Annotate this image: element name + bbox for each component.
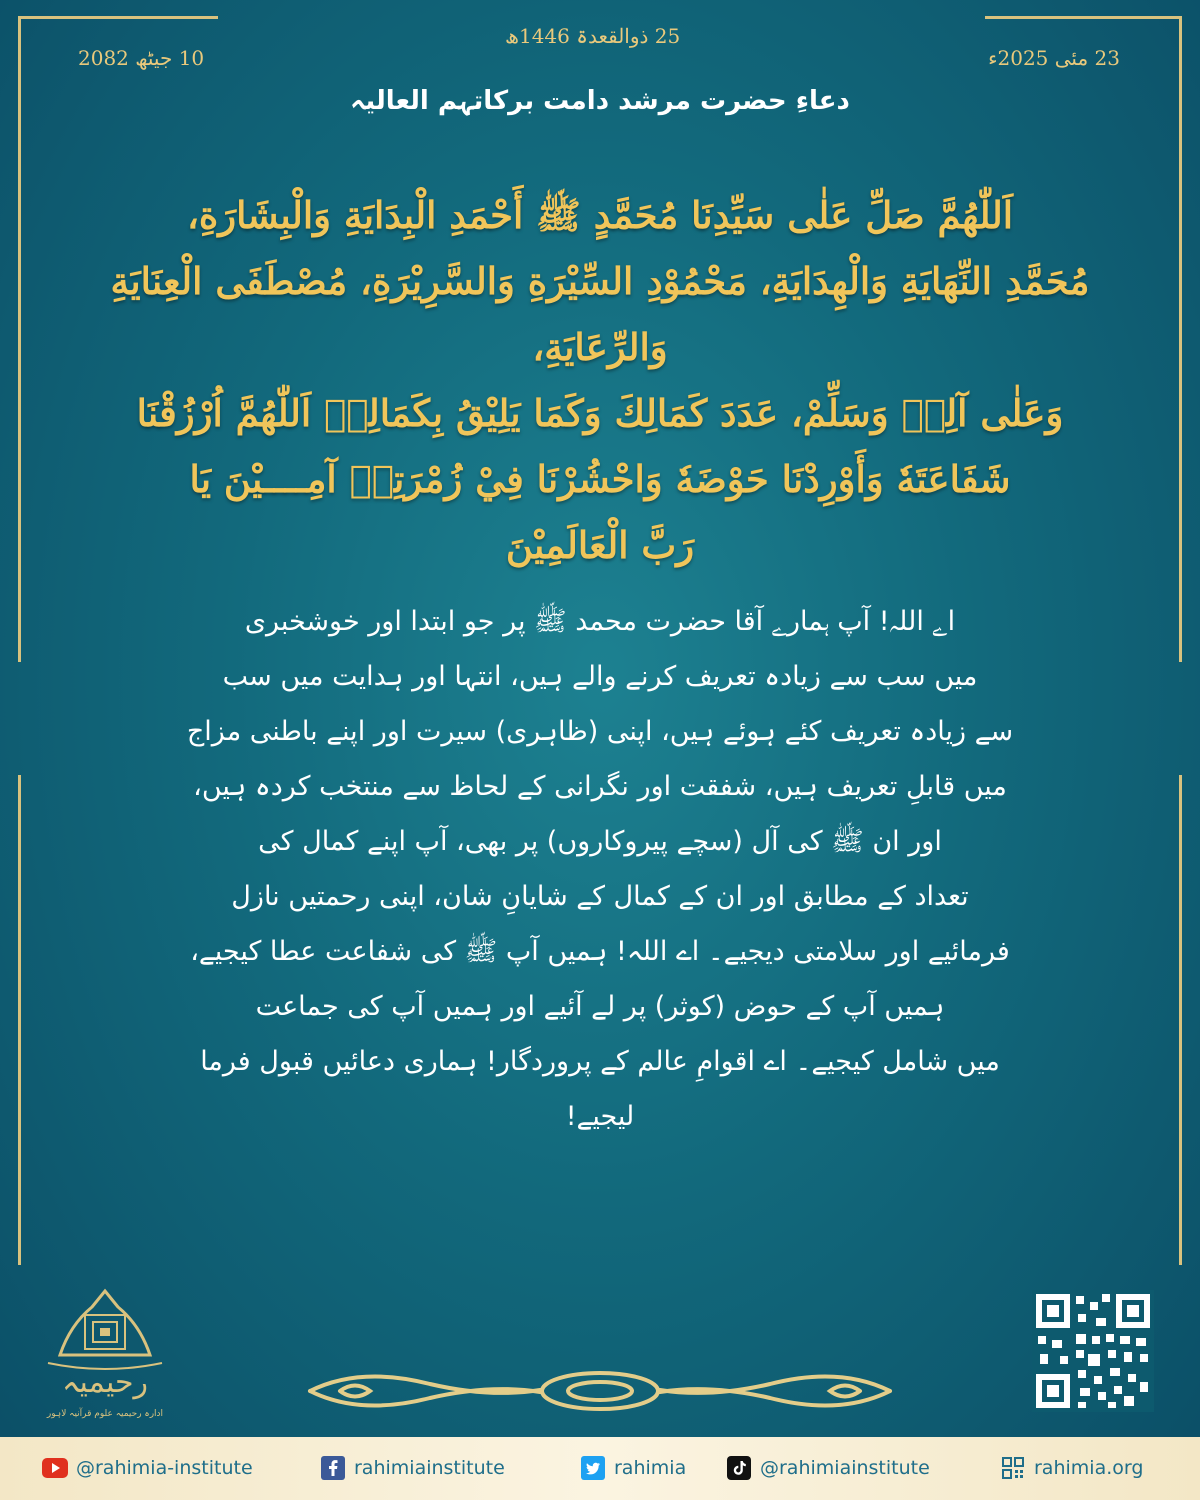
logo-subtext: ادارہ رحیمیہ علوم قرآنیہ لاہور — [46, 1409, 164, 1419]
arabic-line: مُحَمَّدِ النِّهَايَةِ وَالْهِدَايَةِ، مَحْمُوْدِ السِّيْرَةِ وَالسَّرِيْرَةِ، مُصْطَفَى الْعِنَايَةِ وَالرِّعَايَةِ، — [110, 259, 1090, 369]
urdu-translation — [130, 594, 1070, 1144]
frame-left-lower — [18, 775, 21, 1265]
urdu-line: اے اللہ! آپ ہمارے آقا حضرت محمد ﷺ پر جو ابتدا اور خوشخبری — [244, 606, 956, 637]
web-qr-icon — [1000, 1455, 1026, 1481]
arabic-line: اَللّٰهُمَّ صَلِّ عَلٰى سَيِّدِنَا مُحَمَّدٍ ﷺ أَحْمَدِ الْبِدَايَةِ وَالْبِشَارَةِ، — [186, 193, 1014, 237]
urdu-line: سے زیادہ تعریف کئے ہوئے ہیں، اپنی (ظاہری) سیرت اور اپنے باطنی مزاج — [186, 716, 1014, 747]
qr-code[interactable] — [1032, 1290, 1154, 1412]
frame-right-lower — [1179, 775, 1182, 1265]
facebook-link[interactable] — [320, 1455, 505, 1481]
twitter-link[interactable] — [580, 1455, 686, 1481]
arabic-dua — [80, 182, 1120, 578]
urdu-line: اور ان ﷺ کی آل (سچے پیروکاروں) پر بھی، آپ اپنے کمال کی — [258, 826, 942, 857]
twitter-icon — [580, 1455, 606, 1481]
facebook-handle: rahimiainstitute — [354, 1457, 505, 1479]
urdu-line: تعداد کے مطابق اور ان کے کمال کے شایانِ شان، اپنی رحمتیں نازل — [231, 881, 969, 912]
youtube-link[interactable] — [42, 1455, 253, 1481]
logo-text: رحیمیہ — [61, 1365, 149, 1400]
arabic-line: رَبَّ الْعَالَمِيْنَ — [505, 523, 695, 567]
bikrami-date: 10 جیٹھ 2082 — [78, 46, 205, 70]
urdu-line: لیجیے! — [565, 1101, 635, 1132]
hijri-date: 25 ذوالقعدۃ 1446ھ — [505, 24, 681, 48]
website-url: rahimia.org — [1034, 1457, 1144, 1479]
tiktok-handle: @rahimiainstitute — [760, 1457, 930, 1479]
gregorian-date: 23 مئی 2025ء — [988, 46, 1120, 70]
frame-top-right — [985, 16, 1182, 19]
rahimia-logo — [40, 1285, 170, 1435]
frame-top-left — [18, 16, 218, 19]
urdu-line: میں شامل کیجیے۔ اے اقوامِ عالم کے پروردگار! ہماری دعائیں قبول فرما — [200, 1046, 1000, 1077]
urdu-line: ہمیں آپ کے حوض (کوثر) پر لے آئیے اور ہمیں آپ کی جماعت — [255, 991, 945, 1022]
urdu-line: میں قابلِ تعریف ہیں، شفقت اور نگرانی کے لحاظ سے منتخب کردہ ہیں، — [193, 771, 1007, 802]
twitter-handle: rahimia — [614, 1457, 687, 1479]
arabic-line: وَعَلٰى آلِهٖ وَسَلِّمْ، عَدَدَ كَمَالِكَ وَكَمَا يَلِيْقُ بِكَمَالِهٖ اَللّٰهُمَّ اُرْزُقْنَا — [136, 391, 1064, 435]
page-title: دعاءِ حضرت مرشد دامت برکاتہم العالیہ — [350, 86, 850, 116]
website-link[interactable] — [1000, 1455, 1143, 1481]
tiktok-icon — [726, 1455, 752, 1481]
youtube-icon — [42, 1455, 68, 1481]
youtube-handle: @rahimia-institute — [76, 1457, 253, 1479]
arabic-line: شَفَاعَتَهٗ وَأَوْرِدْنَا حَوْضَهٗ وَاحْشُرْنَا فِيْ زُمْرَتِهٖ آمِــــيْنَ يَا — [189, 457, 1011, 501]
urdu-line: فرمائیے اور سلامتی دیجیے۔ اے اللہ! ہمیں آپ ﷺ کی شفاعت عطا کیجیے، — [190, 936, 1010, 967]
urdu-line: میں سب سے زیادہ تعریف کرنے والے ہیں، انتہا اور ہدایت میں سب — [222, 661, 978, 692]
facebook-icon — [320, 1455, 346, 1481]
ornament-divider-icon — [300, 1362, 900, 1420]
tiktok-link[interactable] — [726, 1455, 930, 1481]
qr-code-icon — [1032, 1290, 1154, 1412]
